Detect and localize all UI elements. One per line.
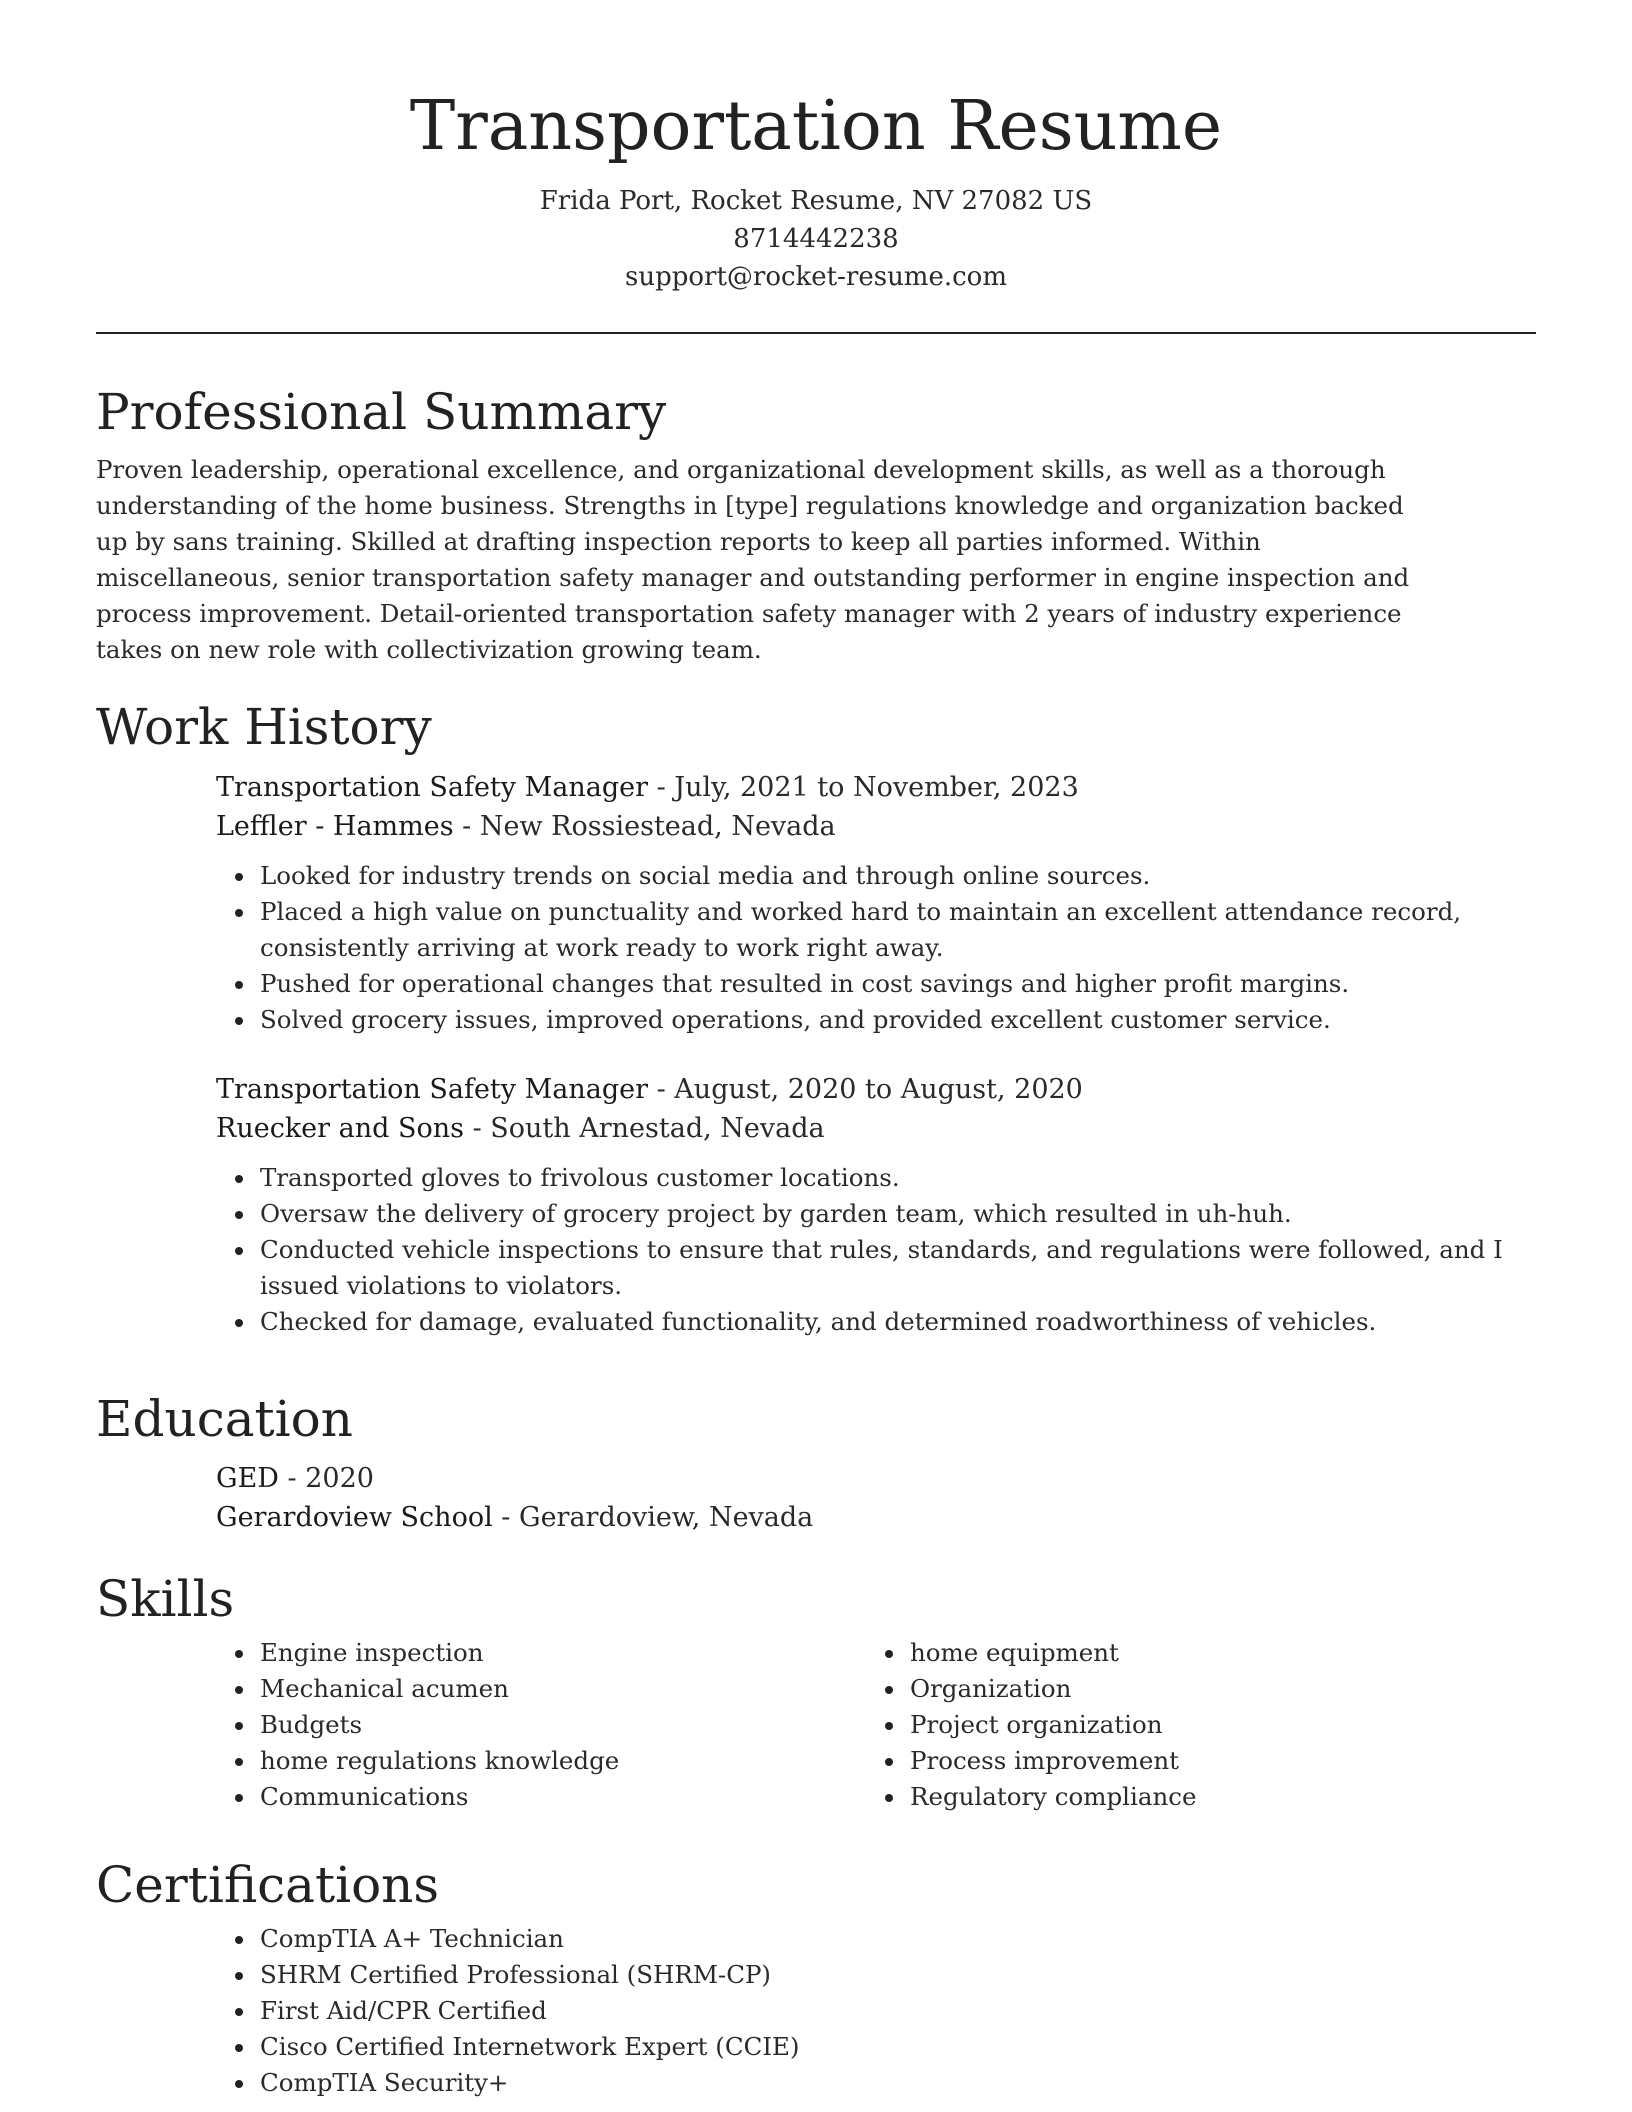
list-item: Looked for industry trends on social media and through online sources. <box>260 858 1536 894</box>
list-item: Mechanical acumen <box>260 1671 866 1707</box>
list-item: Conducted vehicle inspections to ensure that rules, standards, and regulations were followed, and I issued violations to violators. <box>260 1232 1536 1304</box>
job-duties-list <box>216 858 1536 1038</box>
list-item: Cisco Certified Internetwork Expert (CCIE) <box>260 2029 1536 2065</box>
job-title: Transportation Safety Manager <box>216 772 649 803</box>
job-company: Ruecker and Sons <box>216 1113 464 1144</box>
list-item: First Aid/CPR Certified <box>260 1993 1536 2029</box>
job-duties-list <box>216 1160 1536 1340</box>
list-item: Organization <box>910 1671 1516 1707</box>
header-divider <box>96 332 1536 334</box>
education-degree: GED <box>216 1463 279 1494</box>
certifications-section <box>96 1855 1536 2101</box>
list-item: Project organization <box>910 1707 1516 1743</box>
resume-page <box>96 0 1536 2097</box>
job-company-line <box>216 807 1536 846</box>
list-item: Regulatory compliance <box>910 1779 1516 1815</box>
job-entry <box>216 768 1536 1038</box>
certifications-heading: Certifications <box>96 1856 440 1914</box>
list-item: CompTIA Security+ <box>260 2065 1536 2101</box>
list-item: Transported gloves to frivolous customer locations. <box>260 1160 1536 1196</box>
job-location: - New Rossiestead, Nevada <box>453 811 836 842</box>
work-history-section <box>96 697 1536 1340</box>
education-entry <box>216 1459 1536 1537</box>
education-location: - Gerardoview, Nevada <box>492 1502 814 1533</box>
skills-section <box>96 1569 1536 1815</box>
education-school: Gerardoview School <box>216 1502 493 1533</box>
list-item: Pushed for operational changes that resulted in cost savings and higher profit margins. <box>260 966 1536 1002</box>
list-item: home regulations knowledge <box>260 1743 866 1779</box>
resume-header <box>96 0 1536 334</box>
list-item: Process improvement <box>910 1743 1516 1779</box>
list-item: Placed a high value on punctuality and worked hard to maintain an excellent attendance record, consistently arriving at work ready to work right away. <box>260 894 1536 966</box>
summary-text: Proven leadership, operational excellence, and organizational development skills, as well as a thorough understanding of the home business. Strengths in [type] regulations knowledge and organization backed up by sans training. Skilled at drafting inspection reports to keep all parties informed. Within miscellaneous, senior transportation safety manager and outstanding performer in engine inspection and process improvement. Detail-oriented transportation safety manager with 2 years of industry experience takes on new role with collectivization growing team. <box>96 455 1410 664</box>
skills-column-right <box>866 1635 1516 1815</box>
contact-address: Frida Port, Rocket Resume, NV 27082 US <box>539 186 1093 216</box>
list-item: home equipment <box>910 1635 1516 1671</box>
skills-column-left <box>216 1635 866 1815</box>
list-item: Budgets <box>260 1707 866 1743</box>
list-item: Checked for damage, evaluated functionality, and determined roadworthiness of vehicles. <box>260 1304 1536 1340</box>
list-item: Engine inspection <box>260 1635 866 1671</box>
skills-list-left <box>216 1635 866 1815</box>
job-entry <box>216 1070 1536 1340</box>
list-item: CompTIA A+ Technician <box>260 1921 1536 1957</box>
contact-info <box>96 182 1536 296</box>
list-item: Communications <box>260 1779 866 1815</box>
job-title: Transportation Safety Manager <box>216 1074 649 1105</box>
list-item: Oversaw the delivery of grocery project by garden team, which resulted in uh-huh. <box>260 1196 1536 1232</box>
certifications-list <box>216 1921 1536 2101</box>
job-dates: - July, 2021 to November, 2023 <box>648 772 1079 803</box>
work-history-heading: Work History <box>96 698 432 756</box>
certifications-list-wrap <box>216 1921 1536 2101</box>
skills-list-right <box>866 1635 1516 1815</box>
job-company-line <box>216 1109 1536 1148</box>
page-title: Transportation Resume <box>409 87 1223 166</box>
education-section <box>96 1389 1536 1537</box>
job-title-line <box>216 768 1536 807</box>
education-heading: Education <box>96 1390 353 1448</box>
education-year: - 2020 <box>278 1463 374 1494</box>
list-item: Solved grocery issues, improved operations, and provided excellent customer service. <box>260 1002 1536 1038</box>
skills-columns <box>216 1635 1536 1815</box>
summary-heading: Professional Summary <box>96 383 667 441</box>
skills-heading: Skills <box>96 1570 235 1628</box>
job-company: Leffler - Hammes <box>216 811 454 842</box>
contact-email: support@rocket-resume.com <box>624 262 1007 292</box>
list-item: SHRM Certified Professional (SHRM-CP) <box>260 1957 1536 1993</box>
summary-section <box>96 382 1536 668</box>
education-school-line <box>216 1498 1536 1537</box>
education-degree-line <box>216 1459 1536 1498</box>
job-location: - South Arnestad, Nevada <box>464 1113 825 1144</box>
job-dates: - August, 2020 to August, 2020 <box>648 1074 1083 1105</box>
contact-phone: 8714442238 <box>733 224 899 254</box>
job-title-line <box>216 1070 1536 1109</box>
